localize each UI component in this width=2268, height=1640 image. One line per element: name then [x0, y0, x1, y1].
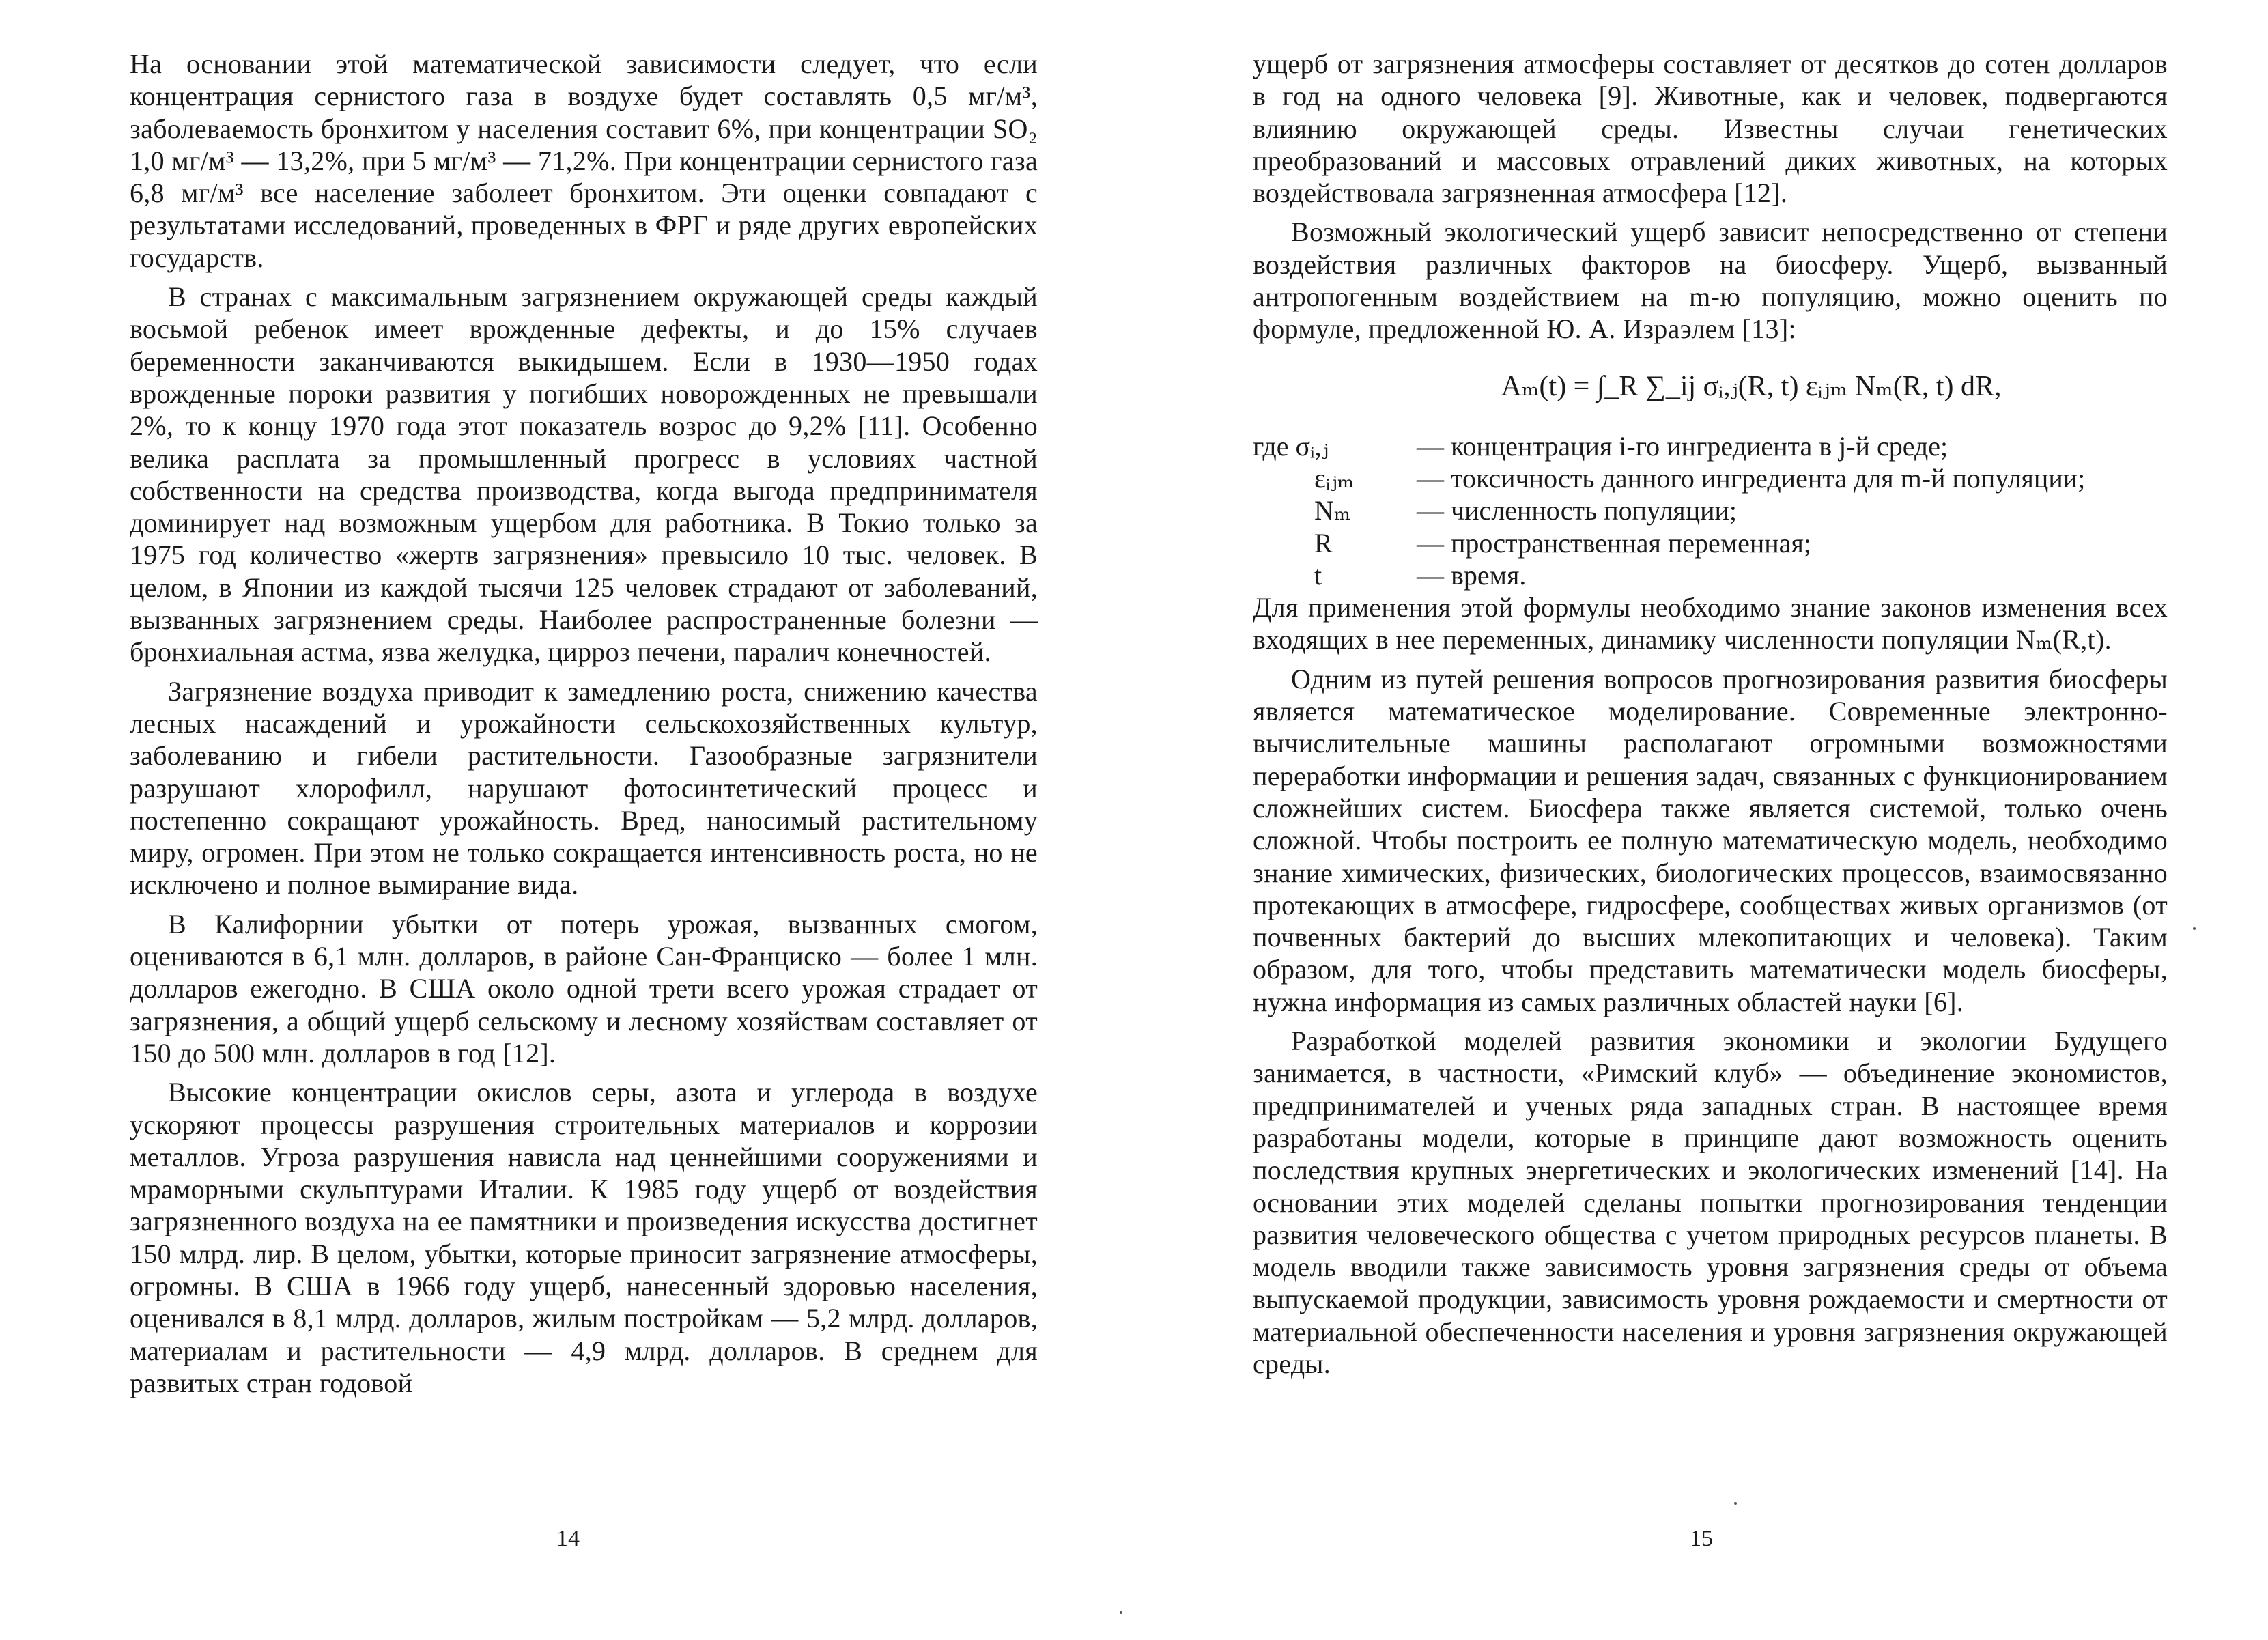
right-page [1253, 48, 2168, 1380]
paragraph: Высокие концентрации окислов серы, азота и углерода в воздухе ускоряют процессы разрушения строительных материалов и коррозии металлов. Угроза разрушения нависла над ценнейшими сооружениями и мраморными скульптурами Италии. К 1985 году ущерб от воздействия загрязненного воздуха на ее памятники и произведения искусства достигнет 150 млрд. лир. В целом, убытки, которые приносит загрязнение атмосферы, огромны. В США в 1966 году ущерб, нанесенный здоровью населения, оценивался в 8,1 млрд. долларов, жилым постройкам — 5,2 млрд. долларов, материалам и растительности — 4,9 млрд. долларов. В среднем для развитых стран годовой [130, 1077, 1038, 1398]
scan-speck [2193, 927, 2196, 930]
paragraph: В Калифорнии убытки от потерь урожая, вызванных смогом, оцениваются в 6,1 млн. долларов, в районе Сан-Франциско — более 1 млн. долларов ежегодно. В США около одной трети всего урожая страдает от загрязнения, а общий ущерб сельскому и лесному хозяйствам составляет от 150 до 500 млн. долларов в год [12]. [130, 908, 1038, 1069]
definition-row [1253, 494, 2168, 526]
definition-text: — токсичность данного ингредиента для m-й популяции; [1417, 462, 2086, 494]
definition-symbol: Nₘ [1314, 495, 1351, 526]
formula-definitions [1253, 430, 2168, 591]
page-number: 15 [1690, 1526, 1713, 1551]
definition-text: — численность популяции; [1417, 495, 1738, 526]
paragraph: ущерб от загрязнения атмосферы составляет от десятков до сотен долларов в год на одного человека [9]. Животные, как и человек, подвергаются влиянию окружающей среды. Известны случаи генетических преобразований и массовых отравлений диких животных, на которых воздействовала загрязненная атмосфера [12]. [1253, 48, 2168, 209]
paragraph: Одним из путей решения вопросов прогнозирования развития биосферы является математическое моделирование. Современные электронно-вычислительные машины располагают огромными возможностями переработки информации и решения задач, связанных с функционированием сложнейших систем. Биосфера также является системой, только очень сложной. Чтобы построить ее полную математическую модель, необходимо знание химических, физических, биологических процессов, взаимосвязанно протекающих в атмосфере, гидросфере, сообществах живых организмов (от почвенных бактерий до высших млекопитающих и человека). Таким образом, для того, чтобы представить математически модель биосферы, нужна информация из самых различных областей науки [6]. [1253, 663, 2168, 1017]
definition-symbol: t [1314, 559, 1322, 591]
left-page [130, 48, 1038, 1399]
paragraph: На основании этой математической зависимости следует, что если концентрация сернистого газа в воздухе будет составлять 0,5 мг/м³, заболеваемость бронхитом у населения составит 6%, при концентрации SO₂ 1,0 мг/м³ — 13,2%, при 5 мг/м³ — 71,2%. При концентрации сернистого газа 6,8 мг/м³ все население заболеет бронхитом. Эти оценки совпадают с результатами исследований, проведенных в ФРГ и ряде других европейских государств. [130, 48, 1038, 273]
definition-row [1253, 462, 2168, 494]
scan-speck [1734, 1502, 1737, 1505]
definition-row [1253, 559, 2168, 591]
definition-symbol: R [1314, 527, 1333, 559]
definition-text: — время. [1417, 559, 1527, 591]
definition-text: — концентрация i-го ингредиента в j-й среде; [1417, 430, 1948, 462]
formula: Aₘ(t) = ∫_R ∑_ij σᵢ,ⱼ(R, t) εᵢⱼₘ Nₘ(R, t) dR, [1501, 370, 2002, 402]
definition-text: — пространственная переменная; [1417, 527, 1811, 559]
paragraph: Возможный экологический ущерб зависит непосредственно от степени воздействия различных факторов на биосферу. Ущерб, вызванный антропогенным воздействием на m-ю популяцию, можно оценить по формуле, предложенной Ю. А. Израэлем [13]: [1253, 216, 2168, 345]
definition-symbol: εᵢⱼₘ [1314, 462, 1355, 494]
page-number: 14 [556, 1526, 580, 1551]
scan-speck [1120, 1611, 1122, 1614]
definition-row [1253, 430, 2168, 462]
definition-row [1253, 527, 2168, 559]
paragraph: Для применения этой формулы необходимо знание законов изменения всех входящих в нее переменных, динамику численности популяции Nₘ(R,t). [1253, 592, 2168, 655]
paragraph: Разработкой моделей развития экономики и экологии Будущего занимается, в частности, «Римский клуб» — объединение экономистов, предпринимателей и ученых ряда западных стран. В настоящее время разработаны модели, которые в принципе дают возможность оценить последствия крупных энергетических и экологических изменений [14]. На основании этих моделей сделаны попытки прогнозирования тенденции развития человеческого общества с учетом природных ресурсов планеты. В модель вводили также зависимость уровня загрязнения среды от объема выпускаемой продукции, зависимость уровня рождаемости и смертности от материальной обеспеченности населения и уровня загрязнения окружающей среды. [1253, 1026, 2168, 1379]
definition-symbol: где σᵢ,ⱼ [1253, 430, 1329, 462]
paragraph: В странах с максимальным загрязнением окружающей среды каждый восьмой ребенок имеет врожденные дефекты, и до 15% случаев беременности заканчиваются выкидышем. Если в 1930—1950 годах врожденные пороки развития у погибших новорожденных не превышали 2%, то к концу 1970 года этот показатель возрос до 9,2% [11]. Особенно велика расплата за промышленный прогресс в условиях частной собственности на средства производства, когда выгода предпринимателя доминирует над возможным ущербом для работника. В Токио только за 1975 год количество «жертв загрязнения» превысило 10 тыс. человек. В целом, в Японии из каждой тысячи 125 человек страдают от заболеваний, вызванных загрязнением среды. Наиболее распространенные болезни — бронхиальная астма, язва желудка, цирроз печени, паралич конечностей. [130, 281, 1038, 668]
paragraph: Загрязнение воздуха приводит к замедлению роста, снижению качества лесных насаждений и урожайности сельскохозяйственных культур, заболеванию и гибели растительности. Газообразные загрязнители разрушают хлорофилл, нарушают фотосинтетический процесс и постепенно сокращают урожайность. Вред, наносимый растительному миру, огромен. При этом не только сокращается интенсивность роста, но не исключено и полное вымирание вида. [130, 675, 1038, 901]
